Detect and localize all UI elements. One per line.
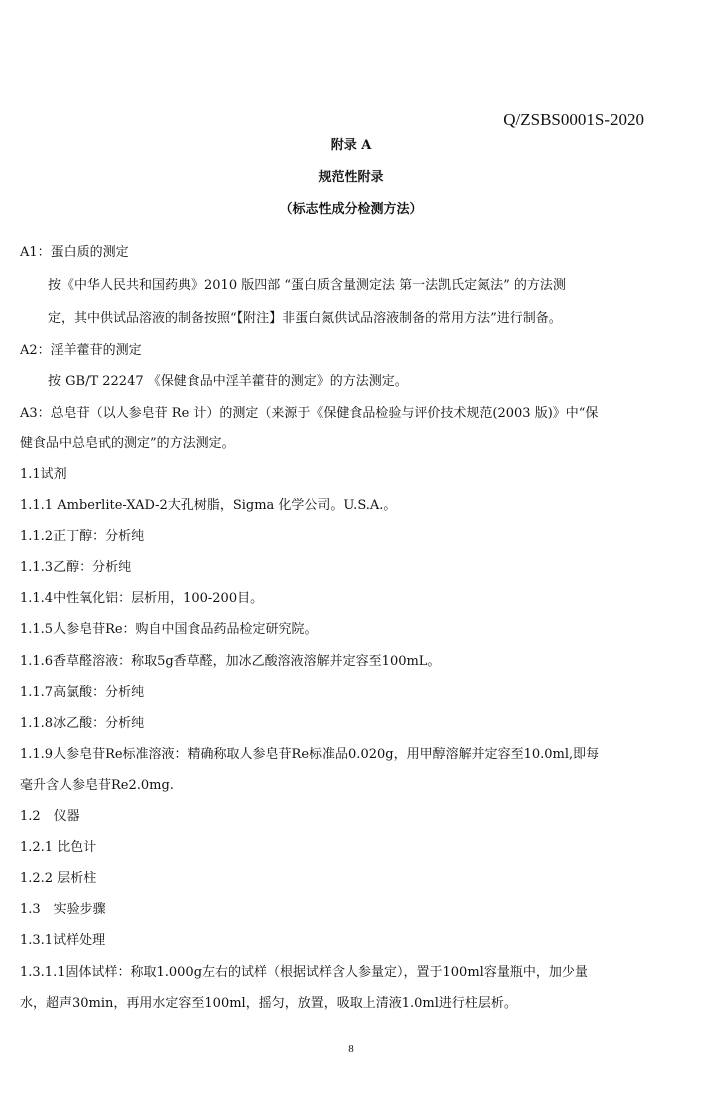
appendix-subtitle: （标志性成分检测方法） [279,202,423,217]
list-item: 1.2.1 比色计 [20,840,97,855]
section-a3-heading: A3：总皂苷（以人参皂苷 Re 计）的测定（来源于《保健食品检验与评价技术规范(2003 版)》中“保 [20,406,599,421]
list-item: 1.1.9人参皂苷Re标准溶液：精确称取人参皂苷Re标准品0.020g，用甲醇溶解并定容至10.0ml,即每 [20,747,600,762]
paragraph-line: 健食品中总皂甙的测定”的方法测定。 [20,436,235,451]
appendix-type: 规范性附录 [318,170,384,185]
list-item: 1.1.4中性氧化铝：层析用，100-200目。 [20,591,264,606]
list-item: 1.1.8冰乙酸：分析纯 [20,716,145,731]
section-heading: 1.3.1试样处理 [20,933,106,948]
section-a1-heading: A1：蛋白质的测定 [20,245,129,260]
paragraph-line: 按 GB/T 22247 《保健食品中淫羊藿苷的测定》的方法测定。 [48,374,408,389]
section-heading: 1.2 仪器 [20,809,80,824]
list-item: 1.1.7高氯酸：分析纯 [20,685,145,700]
paragraph-line: 水，超声30min，再用水定容至100ml，摇匀，放置，吸取上清液1.0ml进行柱层析。 [20,996,517,1011]
list-item: 1.1.6香草醛溶液：称取5g香草醛，加冰乙酸溶液溶解并定容至100mL。 [20,654,441,669]
page-number: 8 [348,1043,354,1055]
section-a2-heading: A2：淫羊藿苷的测定 [20,343,142,358]
list-item: 1.1.5人参皂苷Re：购自中国食品药品检定研究院。 [20,622,318,637]
paragraph-line: 毫升含人参皂苷Re2.0mg. [20,778,174,793]
appendix-title: 附录 A [330,138,372,153]
paragraph-line: 定，其中供试品溶液的制备按照“【附注】非蛋白氮供试品溶液制备的常用方法”进行制备。 [48,311,562,326]
list-item: 1.1.2正丁醇：分析纯 [20,529,145,544]
paragraph-line: 按《中华人民共和国药典》2010 版四部 “蛋白质含量测定法 第一法凯氏定氮法” 的方法测 [48,278,566,293]
list-item: 1.2.2 层析柱 [20,871,97,886]
standard-code: Q/ZSBS0001S-2020 [503,110,644,129]
list-item: 1.1.3乙醇：分析纯 [20,560,132,575]
section-heading: 1.3 实验步骤 [20,902,106,917]
list-item: 1.3.1.1固体试样：称取1.000g左右的试样（根据试样含人参量定），置于100ml容量瓶中，加少量 [20,965,588,980]
list-item: 1.1.1 Amberlite-XAD-2大孔树脂，Sigma 化学公司。U.S.A.。 [20,498,397,513]
section-heading: 1.1试剂 [20,467,67,482]
